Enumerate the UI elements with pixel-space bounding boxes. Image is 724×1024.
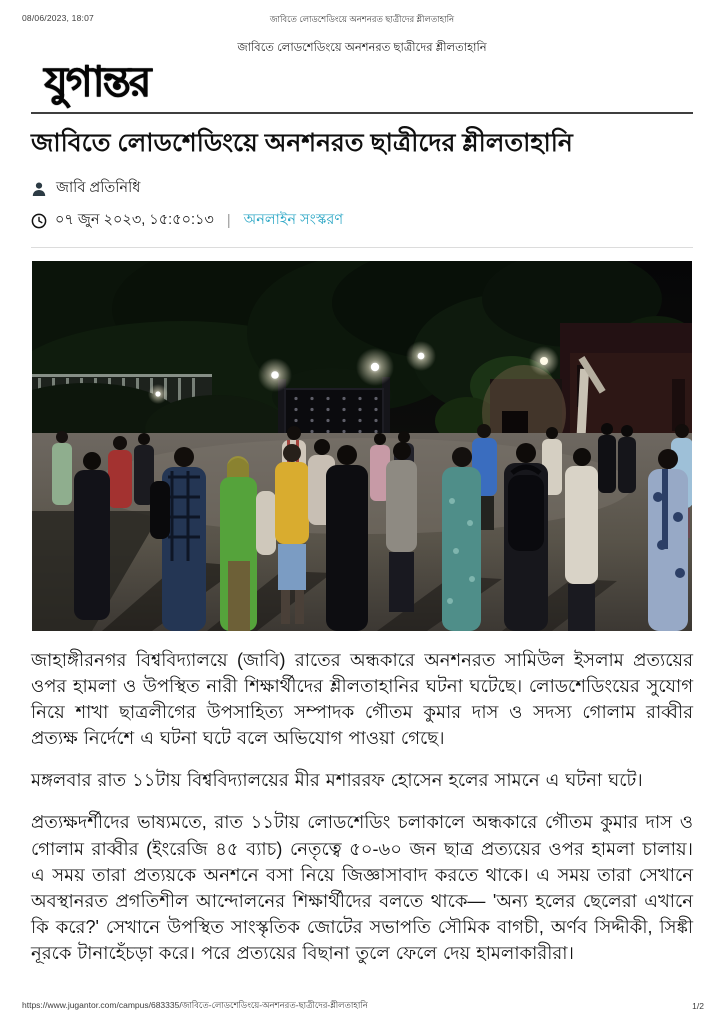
- dateline-row: [31, 209, 693, 233]
- dateline-separator: |: [226, 213, 231, 229]
- article-body: [31, 647, 693, 966]
- publish-timestamp: ০৭ জুন ২০২৩, ১৫:৫০:১৩: [55, 212, 214, 228]
- byline-row: [31, 177, 693, 201]
- print-header: [0, 0, 724, 29]
- print-doc-title: জাবিতে লোডশেডিংয়ে অনশনরত ছাত্রীদের শ্লীলতাহানি: [269, 14, 455, 24]
- masthead-rule: [31, 112, 693, 114]
- masthead: [0, 58, 724, 114]
- reporter-icon: [31, 181, 47, 197]
- print-url: https://www.jugantor.com/campus/683335/জাবিতে-লোডশেডিংয়ে-অনশনরত-ছাত্রীদের-শ্লীলতাহানি: [22, 1000, 368, 1010]
- paragraph: জাহাঙ্গীরনগর বিশ্ববিদ্যালয়ে (জাবি) রাতের অন্ধকারে অনশনরত সামিউল ইসলাম প্রত্যয়ের ওপর হামলা ও উপস্থিত নারী শিক্ষার্থীদের শ্লীলতাহানির ঘটনা ঘটেছে। লোডশেডিংয়ের সুযোগ নিয়ে শাখা ছাত্রলীগের উপসাহিত্য সম্পাদক গৌতম কুমার দাস ও সদস্য গোলাম রাব্বীর প্রত্যক্ষ নির্দেশে এ ঘটনা ঘটে বলে অভিযোগ পাওয়া গেছে।: [31, 650, 693, 749]
- print-page-indicator: 1/2: [692, 1001, 704, 1011]
- print-datetime: 08/06/2023, 18:07: [22, 13, 94, 23]
- paragraph: মঙ্গলবার রাত ১১টায় বিশ্ববিদ্যালয়ের মীর মশাররফ হোসেন হলের সামনে এ ঘটনা ঘটে।: [31, 770, 643, 791]
- clock-icon: [31, 213, 47, 229]
- paragraph: প্রত্যক্ষদর্শীদের ভাষ্যমতে, রাত ১১টায় লোডশেডিং চলাকালে অন্ধকারে গৌতম কুমার দাস ও গোলাম রাব্বীর (ইংরেজি ৪৫ ব্যাচ) নেতৃত্বে ৫০-৬০ জন ছাত্র প্রত্যয়ের ওপর হামলা চালায়। এ সময় তারা প্রত্যয়কে অনশনে বসা নিয়ে জিজ্ঞাসাবাদ করতে থাকে। এ সময় তারা সেখানে অবস্থানরত প্রগতিশীল আন্দোলনের শিক্ষার্থীদের বলতে থাকে— 'অন্য হলের ছেলেরা এখানে কি করে?' সেখানে উপস্থিত সাংস্কৃতিক জোটের সভাপতি সৌমিক বাগচী, অর্ণব সিদ্দীকী, সিঙ্কী নূরকে টানাহেঁচড়া করে। পরে প্রত্যয়ের বিছানা তুলে ফেলে দেয় হামলাকারীরা।: [31, 812, 693, 963]
- print-footer: [22, 999, 704, 1013]
- page-doc-subtitle: জাবিতে লোডশেডিংয়ে অনশনরত ছাত্রীদের শ্লীলতাহানি: [237, 42, 487, 54]
- divider-above-photo: [31, 247, 693, 248]
- byline-text: জাবি প্রতিনিধি: [56, 180, 141, 196]
- article-headline: জাবিতে লোডশেডিংয়ে অনশনরত ছাত্রীদের শ্লীলতাহানি: [31, 129, 573, 157]
- jugantor-logo: যুগান্তর: [44, 58, 150, 106]
- edition-link[interactable]: অনলাইন সংস্করণ: [243, 212, 344, 228]
- article-photo: [32, 261, 692, 631]
